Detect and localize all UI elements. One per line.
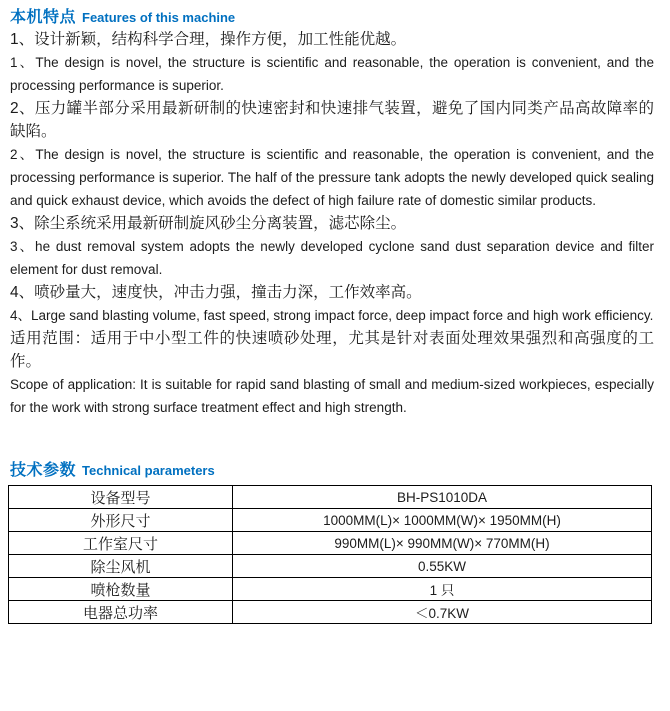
features-heading-zh: 本机特点 (10, 9, 77, 26)
param-value-dust-fan: 0.55KW (233, 555, 652, 578)
feature-paragraph-zh-3: 3、除尘系统采用最新研制旋风砂尘分离装置，滤芯除尘。 (10, 215, 407, 232)
feature-paragraph-zh-1: 1、设计新颖，结构科学合理，操作方便，加工性能优越。 (10, 31, 407, 48)
feature-paragraph-en-3: 3、he dust removal system adopts the newly developed cyclone sand dust separation device and filter element for dust removal. (10, 239, 654, 277)
table-row-chamber-dimensions (9, 532, 652, 555)
feature-paragraph-zh-4: 4、喷砂量大，速度快，冲击力强，撞击力深，工作效率高。 (10, 284, 422, 301)
param-label-dust-fan: 除尘风机 (9, 555, 233, 578)
param-label-gun-quantity: 喷枪数量 (9, 578, 233, 601)
param-value-outer-dimensions: 1000MM(L)× 1000MM(W)× 1950MM(H) (233, 509, 652, 532)
table-row-gun-quantity (9, 578, 652, 601)
param-label-total-power: 电器总功率 (9, 601, 233, 624)
param-value-gun-quantity: 1 只 (233, 578, 652, 601)
scope-paragraph-zh: 适用范围：适用于中小型工件的快速喷砂处理，尤其是针对表面处理效果强烈和高强度的工作。 (10, 330, 654, 370)
table-row-total-power (9, 601, 652, 624)
param-label-chamber-dimensions: 工作室尺寸 (9, 532, 233, 555)
table-row-outer-dimensions (9, 509, 652, 532)
feature-paragraph-en-2: 2、The design is novel, the structure is scientific and reasonable, the operation is convenient, and the processing performance is superior. The half of the pressure tank adopts the newly developed quick sealing and quick exhaust device, which avoids the defect of high failure rate of domestic similar products. (10, 147, 654, 208)
features-section-heading (10, 7, 654, 28)
feature-paragraph-zh-2: 2、压力罐半部分采用最新研制的快速密封和快速排气装置，避免了国内同类产品高故障率的缺陷。 (10, 100, 654, 140)
features-heading-en: Features of this machine (82, 10, 236, 25)
param-label-outer-dimensions: 外形尺寸 (9, 509, 233, 532)
param-value-model: BH-PS1010DA (233, 486, 652, 509)
param-label-model: 设备型号 (9, 486, 233, 509)
param-value-chamber-dimensions: 990MM(L)× 990MM(W)× 770MM(H) (233, 532, 652, 555)
tech-heading-en: Technical parameters (82, 463, 215, 478)
scope-paragraph-en: Scope of application: It is suitable for rapid sand blasting of small and medium-sized workpieces, especially for the work with strong surface treatment effect and high strength. (10, 377, 654, 415)
tech-heading-zh: 技术参数 (10, 462, 77, 479)
feature-paragraph-en-4: 4、Large sand blasting volume, fast speed, strong impact force, deep impact force and high work efficiency. (10, 308, 654, 323)
feature-paragraph-en-1: 1、The design is novel, the structure is scientific and reasonable, the operation is convenient, and the processing performance is superior. (10, 55, 654, 93)
tech-parameters-section-heading (10, 460, 654, 481)
table-row-dust-fan (9, 555, 652, 578)
table-row-model (9, 486, 652, 509)
param-value-total-power: ＜0.7KW (233, 601, 652, 624)
tech-parameters-table (8, 485, 652, 624)
